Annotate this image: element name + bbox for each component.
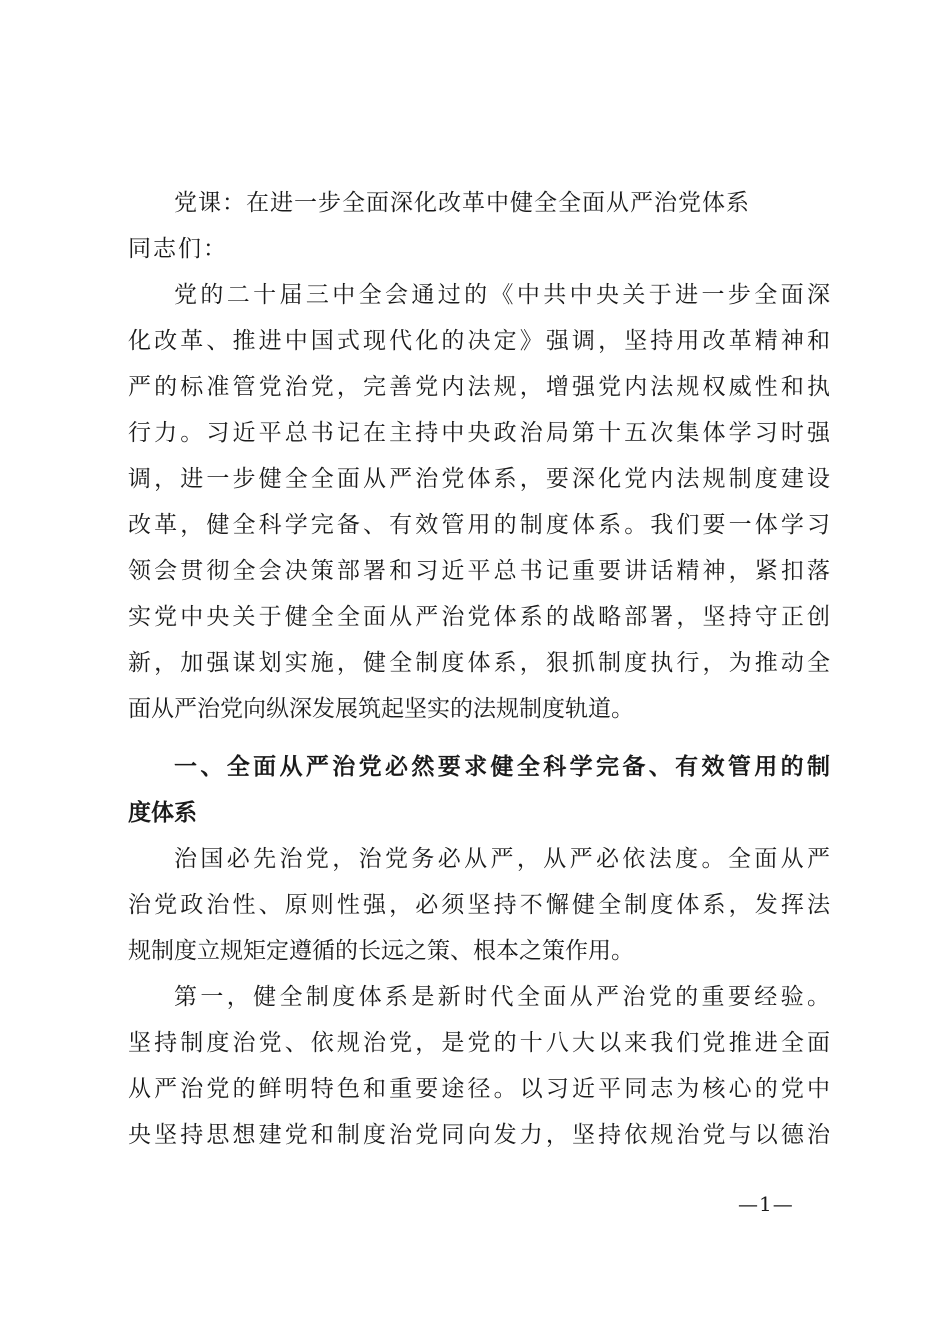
spacer — [128, 732, 830, 744]
paragraph-2 — [128, 836, 830, 974]
paragraph-line: 实党中央关于健全全面从严治党体系的战略部署，坚持守正创 — [128, 604, 830, 630]
paragraph-line: 从严治党的鲜明特色和重要途径。以习近平同志为核心的党中 — [128, 1076, 830, 1102]
paragraph-line: 坚持制度治党、依规治党，是党的十八大以来我们党推进全面 — [128, 1030, 830, 1056]
paragraph-line: 新，加强谋划实施，健全制度体系，狠抓制度执行，为推动全 — [128, 650, 830, 676]
document-body — [128, 180, 830, 1158]
paragraph-line: 第一，健全制度体系是新时代全面从严治党的重要经验。 — [174, 984, 830, 1010]
paragraph-line: 央坚持思想建党和制度治党同向发力，坚持依规治党与以德治 — [128, 1122, 830, 1148]
paragraph-line: 规制度立规矩定遵循的长远之策、根本之策作用。 — [128, 938, 634, 964]
paragraph-line: 治国必先治党，治党务必从严，从严必依法度。全面从严 — [174, 846, 830, 872]
paragraph-line: 调，进一步健全全面从严治党体系，要深化党内法规制度建设 — [128, 466, 830, 492]
paragraph-line: 改革，健全科学完备、有效管用的制度体系。我们要一体学习 — [128, 512, 830, 538]
paragraph-line: 面从严治党向纵深发展筑起坚实的法规制度轨道。 — [128, 696, 634, 722]
paragraph-line: 化改革、推进中国式现代化的决定》强调，坚持用改革精神和 — [128, 328, 830, 354]
paragraph-line: 党的二十届三中全会通过的《中共中央关于进一步全面深 — [174, 282, 830, 308]
heading-line: 度体系 — [128, 800, 197, 826]
heading-line: 一、全面从严治党必然要求健全科学完备、有效管用的制 — [174, 754, 830, 780]
paragraph-line: 领会贯彻全会决策部署和习近平总书记重要讲话精神，紧扣落 — [128, 558, 830, 584]
document-title: 党课：在进一步全面深化改革中健全全面从严治党体系 — [174, 190, 750, 216]
paragraph-3 — [128, 974, 830, 1158]
paragraph-line: 严的标准管党治党，完善党内法规，增强党内法规权威性和执 — [128, 374, 830, 400]
paragraph-line: 行力。习近平总书记在主持中央政治局第十五次集体学习时强 — [128, 420, 830, 446]
page-number: —1— — [738, 1192, 794, 1216]
greeting: 同志们： — [128, 236, 228, 262]
paragraph-intro — [128, 272, 830, 732]
section-heading-1 — [128, 744, 830, 836]
paragraph-line: 治党政治性、原则性强，必须坚持不懈健全制度体系，发挥法 — [128, 892, 830, 918]
